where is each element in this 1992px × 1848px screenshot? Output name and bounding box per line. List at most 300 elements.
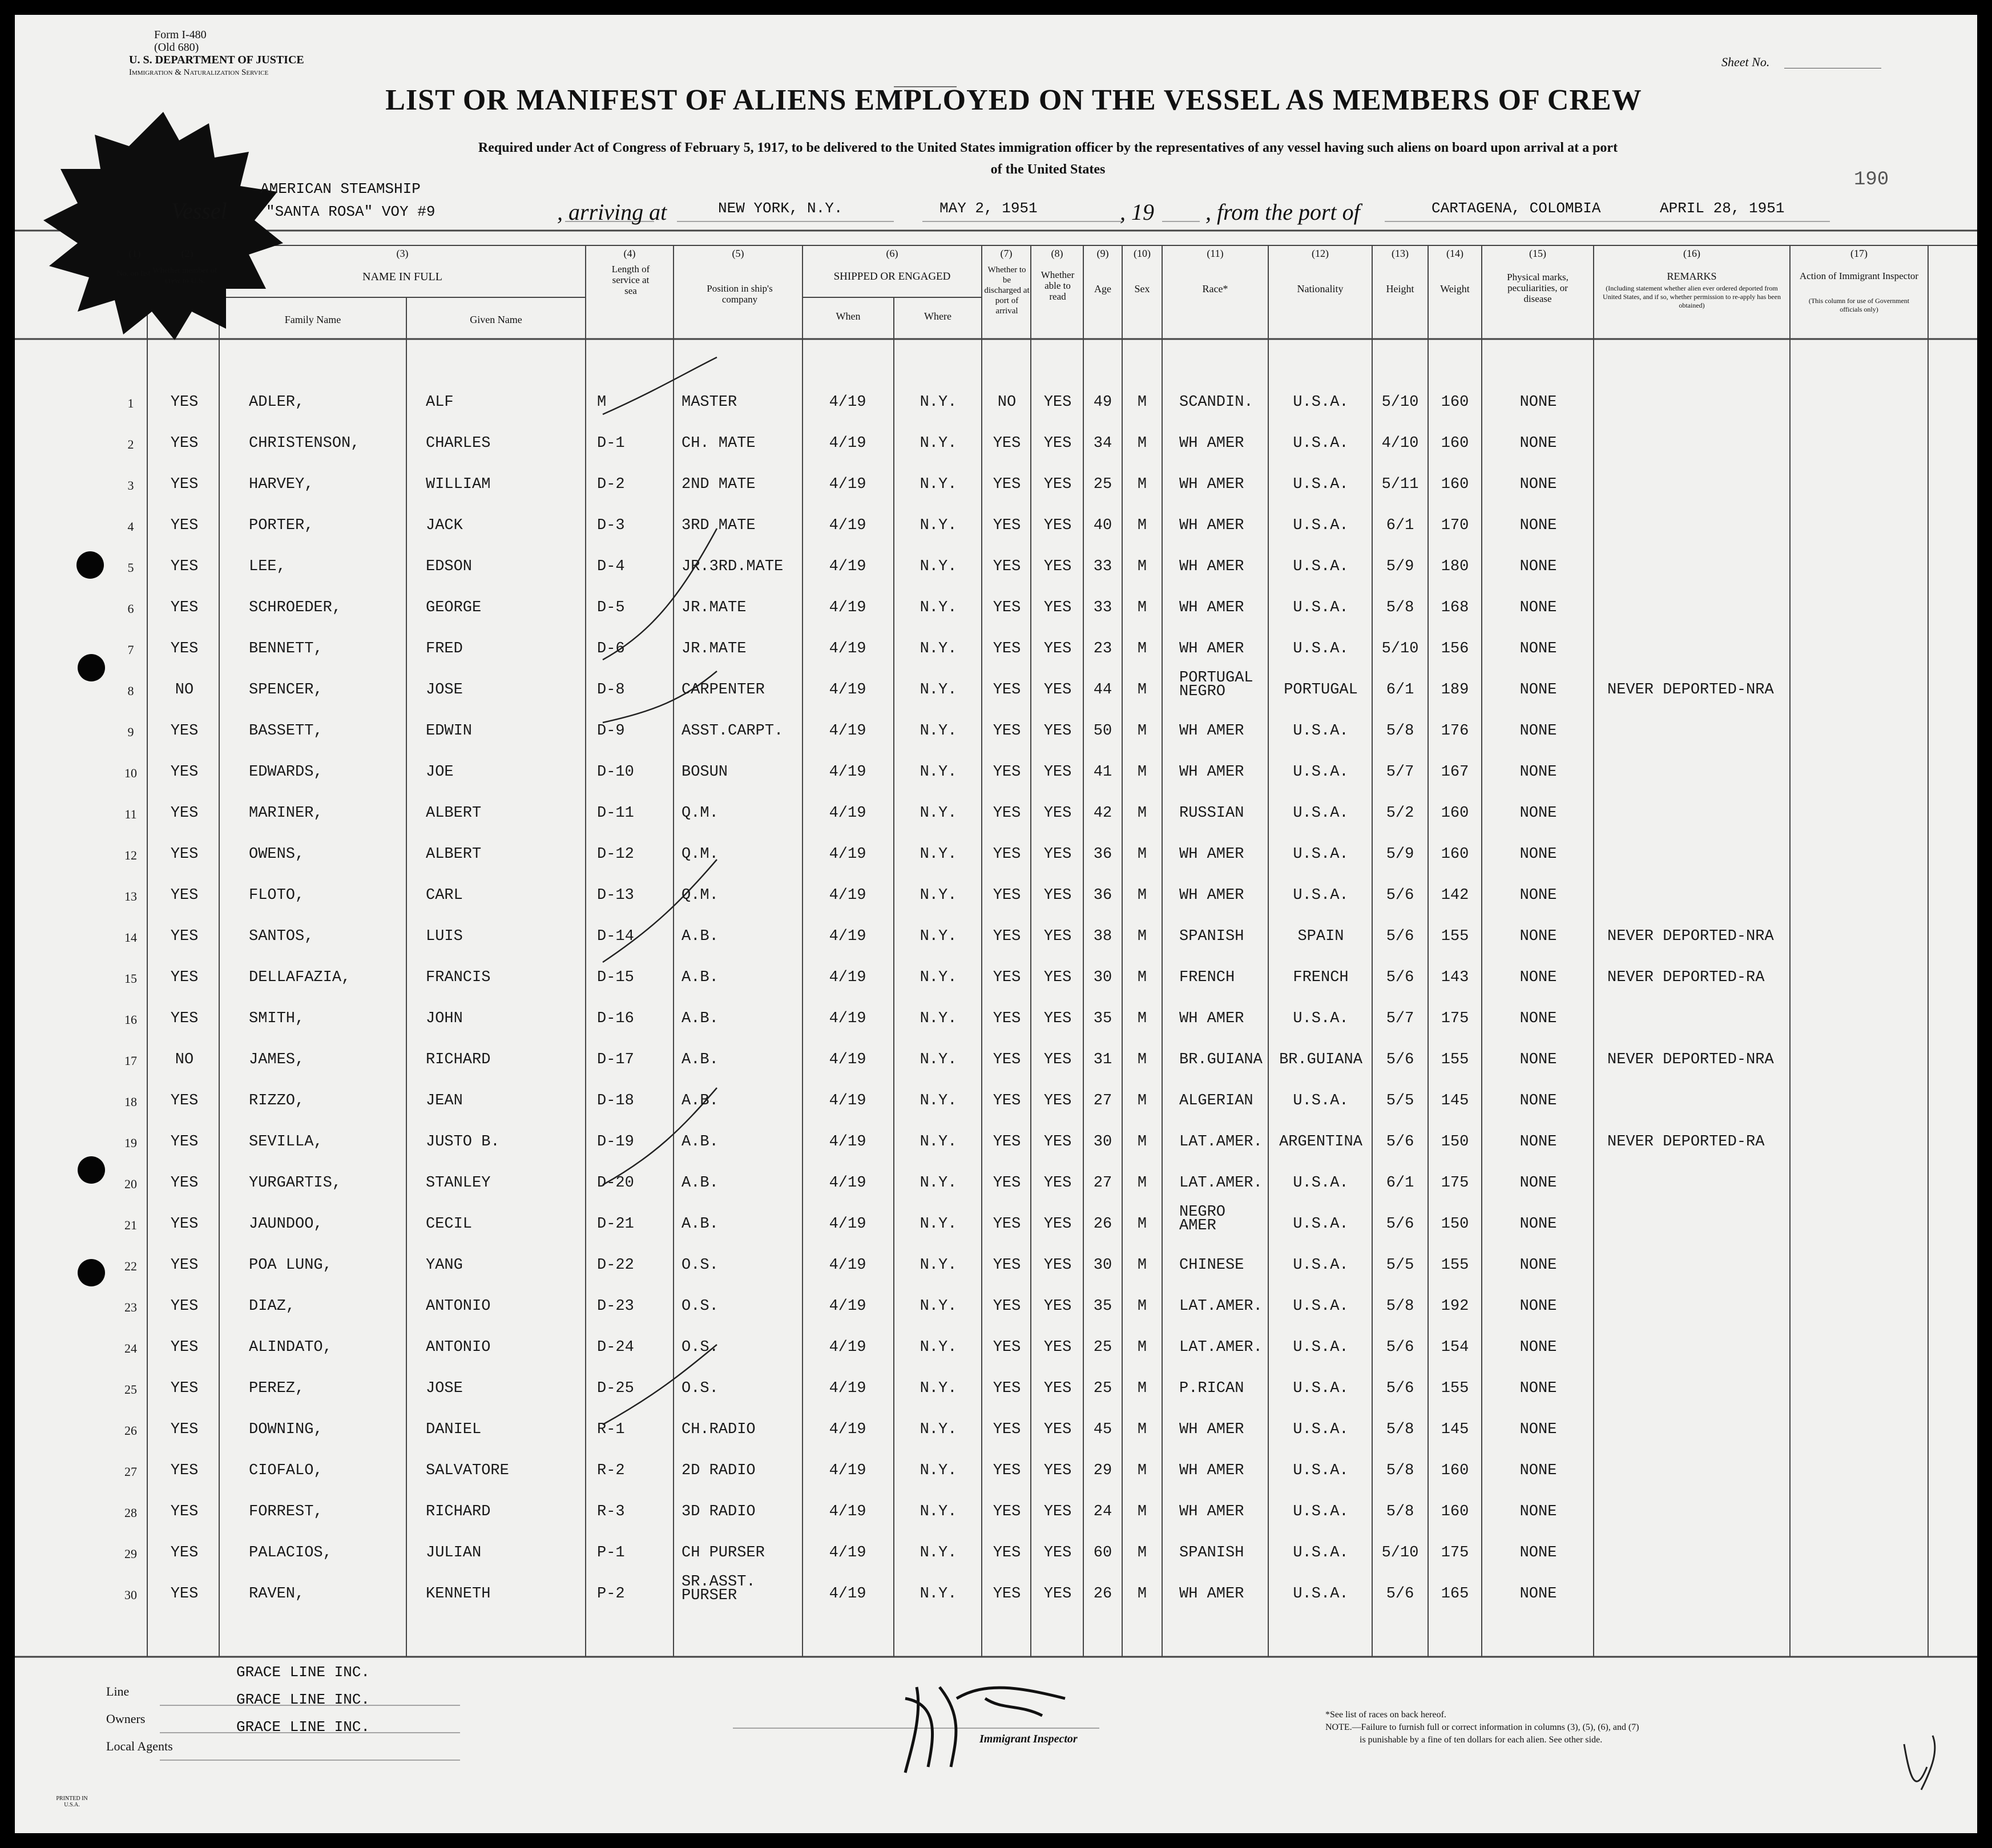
cell-where: N.Y. [920,1175,957,1192]
cell-height: 5/9 [1386,558,1414,575]
cell-family: SPENCER, [249,681,323,699]
cell-crew: NO [175,1051,194,1068]
cell-where: N.Y. [920,887,957,904]
cell-sex: M [1137,681,1147,699]
cell-disch: YES [993,558,1021,575]
cell-sex: M [1137,394,1147,411]
cell-weight: 150 [1441,1216,1469,1233]
binder-hole [78,1259,105,1286]
cell-crew: YES [170,1257,199,1274]
cell-race: FRENCH [1179,969,1235,986]
cell-service: D-4 [597,558,625,575]
cell-nat: U.S.A. [1293,1216,1349,1233]
cell-position: SR.ASST. PURSER [682,1573,756,1604]
cell-crew: YES [170,1133,199,1151]
sheet-number-label: Sheet No. [1721,55,1770,69]
cell-weight: 175 [1441,1544,1469,1561]
cell-family: FLOTO, [249,887,305,904]
cell-service: R-1 [597,1421,625,1438]
cell-marks: NONE [1519,1216,1557,1233]
cell-marks: NONE [1519,1421,1557,1438]
races-note: *See list of races on back hereof. [1325,1710,1446,1720]
cell-height: 5/6 [1386,887,1414,904]
cell-sex: M [1137,846,1147,863]
cell-disch: YES [993,1544,1021,1561]
cell-age: 31 [1093,1051,1112,1068]
cell-height: 5/8 [1386,723,1414,740]
cell-marks: NONE [1519,1298,1557,1315]
cell-service: D-12 [597,846,634,863]
cell-sex: M [1137,1462,1147,1479]
col-17-header: Action of Immigrant Inspector [1799,271,1919,281]
cell-weight: 145 [1441,1421,1469,1438]
cell-service: P-2 [597,1585,625,1603]
cell-height: 5/6 [1386,1051,1414,1068]
cell-when: 4/19 [829,1503,866,1520]
from-port-label: , from the port of [1205,199,1360,225]
cell-crew: YES [170,887,199,904]
cell-age: 49 [1093,394,1112,411]
cell-marks: NONE [1519,764,1557,781]
cell-age: 44 [1093,681,1112,699]
cell-read: YES [1043,1462,1072,1479]
cell-height: 5/6 [1386,1133,1414,1151]
cell-nat: U.S.A. [1293,1380,1349,1397]
cell-given: JULIAN [426,1544,482,1561]
col-13-header: Height [1386,283,1414,294]
cell-disch: YES [993,1298,1021,1315]
cell-given: WILLIAM [426,476,491,493]
cell-sex: M [1137,1092,1147,1109]
cell-read: YES [1043,1585,1072,1603]
cell-height: 6/1 [1386,681,1414,699]
cell-crew: YES [170,517,199,534]
cell-height: 5/6 [1386,1216,1414,1233]
cell-read: YES [1043,1380,1072,1397]
col-17-subheader: (This column for use of Government officials only) [1808,297,1910,313]
cell-when: 4/19 [829,1298,866,1315]
cell-when: 4/19 [829,1462,866,1479]
cell-given: EDWIN [426,723,473,740]
cell-service: D-13 [597,887,634,904]
cell-service: D-2 [597,476,625,493]
arrival-port: NEW YORK, N.Y. [718,200,843,217]
cell-age: 36 [1093,846,1112,863]
cell-where: N.Y. [920,640,957,657]
cell-race: LAT.AMER. [1179,1339,1263,1356]
cell-when: 4/19 [829,1010,866,1027]
cell-where: N.Y. [920,435,957,452]
col-6b-header: Where [924,310,951,322]
cell-where: N.Y. [920,1216,957,1233]
cell-family: CHRISTENSON, [249,435,360,452]
vessel-name: "SANTA ROSA" VOY #9 [266,203,436,220]
cell-service: R-3 [597,1503,625,1520]
cell-family: SEVILLA, [249,1133,323,1151]
cell-disch: YES [993,599,1021,616]
cell-race: WH AMER [1179,599,1244,616]
cell-n: 19 [124,1136,137,1150]
cell-crew: YES [170,1175,199,1192]
cell-marks: NONE [1519,599,1557,616]
cell-n: 14 [124,930,137,945]
owners-value: GRACE LINE INC. [236,1691,370,1708]
cell-service: D-23 [597,1298,634,1315]
cell-n: 20 [124,1177,137,1191]
page-subtitle [243,137,1853,180]
cell-where: N.Y. [920,599,957,616]
cell-age: 42 [1093,805,1112,822]
cell-given: CECIL [426,1216,473,1233]
cell-nat: U.S.A. [1293,394,1349,411]
cell-weight: 180 [1441,558,1469,575]
cell-marks: NONE [1519,805,1557,822]
cell-disch: YES [993,1339,1021,1356]
cell-marks: NONE [1519,517,1557,534]
cell-sex: M [1137,1585,1147,1603]
cell-weight: 156 [1441,640,1469,657]
cell-crew: YES [170,846,199,863]
cell-age: 35 [1093,1010,1112,1027]
cell-where: N.Y. [920,805,957,822]
cell-marks: NONE [1519,1010,1557,1027]
cell-race: WH AMER [1179,1503,1244,1520]
col-5-header: Position in ship's company [707,283,773,305]
col-6a-header: When [836,310,861,322]
cell-race: P.RICAN [1179,1380,1244,1397]
cell-given: JUSTO B. [426,1133,500,1151]
col-17-number: (17) [1850,248,1868,259]
cell-read: YES [1043,681,1072,699]
cell-marks: NONE [1519,1585,1557,1603]
cell-position: Q.M. [682,805,719,822]
service-name: Immigration & Naturalization Service [129,68,269,77]
cell-remarks: NEVER DEPORTED-RA [1607,969,1765,986]
cell-n: 17 [124,1054,137,1068]
cell-height: 5/9 [1386,846,1414,863]
cell-position: A.B. [682,969,719,986]
cell-read: YES [1043,640,1072,657]
cell-nat: U.S.A. [1293,805,1349,822]
cell-when: 4/19 [829,805,866,822]
cell-n: 27 [124,1464,137,1479]
cell-race: WH AMER [1179,887,1244,904]
cell-marks: NONE [1519,394,1557,411]
cell-weight: 189 [1441,681,1469,699]
cell-n: 21 [124,1218,137,1232]
cell-read: YES [1043,1216,1072,1233]
col-13-number: (13) [1392,248,1409,259]
cell-race: WH AMER [1179,1010,1244,1027]
cell-read: YES [1043,435,1072,452]
cell-age: 30 [1093,1257,1112,1274]
cell-height: 5/6 [1386,1380,1414,1397]
cell-nat: U.S.A. [1293,476,1349,493]
cell-crew: YES [170,1462,199,1479]
cell-nat: U.S.A. [1293,640,1349,657]
cell-read: YES [1043,805,1072,822]
cell-nat: U.S.A. [1293,1585,1349,1603]
form-identifier [129,29,304,79]
cell-sex: M [1137,764,1147,781]
cell-age: 35 [1093,1298,1112,1315]
cell-nat: U.S.A. [1293,435,1349,452]
cell-given: ALF [426,394,454,411]
cell-given: ANTONIO [426,1339,491,1356]
cell-marks: NONE [1519,435,1557,452]
cell-n: 16 [124,1012,137,1027]
footer-notes [1325,1709,1839,1746]
cell-family: DELLAFAZIA, [249,969,351,986]
cell-nat: U.S.A. [1293,1257,1349,1274]
cell-service: P-1 [597,1544,625,1561]
cell-family: SANTOS, [249,928,314,945]
cell-service: D-22 [597,1257,634,1274]
cell-when: 4/19 [829,887,866,904]
cell-height: 4/10 [1381,435,1419,452]
cell-service: D-19 [597,1133,634,1151]
cell-age: 36 [1093,887,1112,904]
col-5-number: (5) [732,248,744,259]
cell-crew: YES [170,969,199,986]
cell-sex: M [1137,1421,1147,1438]
cell-given: RICHARD [426,1503,491,1520]
cell-height: 5/7 [1386,764,1414,781]
cell-weight: 175 [1441,1175,1469,1192]
cell-race: WH AMER [1179,558,1244,575]
cell-age: 24 [1093,1503,1112,1520]
cell-nat: FRENCH [1293,969,1349,986]
cell-weight: 154 [1441,1339,1469,1356]
manifest-page [15,15,1977,1833]
cell-crew: YES [170,1380,199,1397]
cell-crew: YES [170,558,199,575]
cell-when: 4/19 [829,846,866,863]
cell-crew: YES [170,640,199,657]
cell-family: BASSETT, [249,723,323,740]
cell-crew: YES [170,928,199,945]
col-2-header: Whether member of crew to U.S. [152,267,217,285]
cell-position: A.B. [682,1175,719,1192]
cell-marks: NONE [1519,887,1557,904]
cell-crew: YES [170,1216,199,1233]
col-15-number: (15) [1529,248,1546,259]
cell-nat: U.S.A. [1293,1544,1349,1561]
col-3-number: (3) [396,248,409,259]
cell-marks: NONE [1519,969,1557,986]
col-9-number: (9) [1096,248,1109,259]
cell-crew: YES [170,805,199,822]
cell-where: N.Y. [920,1585,957,1603]
cell-service: M [597,394,607,411]
cell-position: 3RD MATE [682,517,756,534]
cell-given: SALVATORE [426,1462,509,1479]
cell-sex: M [1137,1339,1147,1356]
cell-race: WH AMER [1179,476,1244,493]
cell-family: JAMES, [249,1051,305,1068]
departure-date: APRIL 28, 1951 [1660,200,1785,217]
cell-position: Q.M. [682,846,719,863]
cell-position: CH.RADIO [682,1421,756,1438]
cell-given: FRED [426,640,463,657]
cell-age: 27 [1093,1175,1112,1192]
cell-race: WH AMER [1179,846,1244,863]
cell-race: WH AMER [1179,517,1244,534]
cell-disch: YES [993,764,1021,781]
cell-n: 15 [124,971,137,986]
penalty-note-2: is punishable by a fine of ten dollars for each alien. See other side. [1360,1735,1603,1745]
cell-weight: 160 [1441,476,1469,493]
cell-read: YES [1043,1544,1072,1561]
cell-given: ALBERT [426,846,482,863]
cell-marks: NONE [1519,846,1557,863]
col-7-number: (7) [1000,248,1013,259]
cell-service: D-15 [597,969,634,986]
cell-where: N.Y. [920,1503,957,1520]
cell-sex: M [1137,928,1147,945]
cell-race: LAT.AMER. [1179,1298,1263,1315]
agents-label: Local Agents [106,1739,173,1753]
cell-disch: YES [993,1421,1021,1438]
cell-weight: 160 [1441,1503,1469,1520]
cell-position: A.B. [682,1133,719,1151]
cell-n: 25 [124,1382,137,1397]
cell-n: 18 [124,1095,137,1109]
cell-crew: YES [170,1585,199,1603]
cell-where: N.Y. [920,1544,957,1561]
cell-race: CHINESE [1179,1257,1244,1274]
cell-race: LAT.AMER. [1179,1133,1263,1151]
cell-marks: NONE [1519,1175,1557,1192]
cell-sex: M [1137,1257,1147,1274]
cell-when: 4/19 [829,1216,866,1233]
cell-given: CARL [426,887,463,904]
cell-where: N.Y. [920,846,957,863]
cell-sex: M [1137,599,1147,616]
col-16-number: (16) [1683,248,1700,259]
cell-family: MARINER, [249,805,323,822]
cell-where: N.Y. [920,1380,957,1397]
cell-disch: YES [993,805,1021,822]
col-6-number: (6) [886,248,898,259]
cell-position: 2ND MATE [682,476,756,493]
cell-when: 4/19 [829,1421,866,1438]
cell-sex: M [1137,969,1147,986]
cell-height: 5/6 [1386,1339,1414,1356]
cell-position: A.B. [682,1010,719,1027]
cell-height: 5/10 [1381,640,1419,657]
cell-read: YES [1043,394,1072,411]
cell-age: 29 [1093,1462,1112,1479]
binder-hole [78,654,105,681]
col-12-number: (12) [1312,248,1329,259]
cell-weight: 168 [1441,599,1469,616]
cell-height: 5/10 [1381,1544,1419,1561]
cell-weight: 176 [1441,723,1469,740]
owners-label: Owners [106,1712,146,1726]
cell-where: N.Y. [920,1257,957,1274]
cell-where: N.Y. [920,969,957,986]
cell-marks: NONE [1519,1051,1557,1068]
cell-sex: M [1137,1503,1147,1520]
cell-marks: NONE [1519,723,1557,740]
cell-nat: U.S.A. [1293,1010,1349,1027]
cell-sex: M [1137,517,1147,534]
cell-position: O.S. [682,1257,719,1274]
cell-sex: M [1137,476,1147,493]
cell-race: LAT.AMER. [1179,1175,1263,1192]
cell-n: 22 [124,1259,137,1273]
cell-where: N.Y. [920,764,957,781]
col-8-number: (8) [1051,248,1063,259]
cell-service: D-6 [597,640,625,657]
cell-age: 27 [1093,1092,1112,1109]
cell-family: ALINDATO, [249,1339,332,1356]
line-label: Line [106,1684,130,1698]
cell-family: LEE, [249,558,286,575]
cell-marks: NONE [1519,1503,1557,1520]
cell-crew: YES [170,476,199,493]
cell-height: 5/8 [1386,1298,1414,1315]
cell-race: WH AMER [1179,723,1244,740]
cell-weight: 175 [1441,1010,1469,1027]
cell-race: RUSSIAN [1179,805,1244,822]
cell-read: YES [1043,1298,1072,1315]
cell-when: 4/19 [829,1175,866,1192]
cell-family: ADLER, [249,394,305,411]
cell-read: YES [1043,476,1072,493]
cell-weight: 165 [1441,1585,1469,1603]
cell-crew: YES [170,723,199,740]
cell-given: FRANCIS [426,969,491,986]
cell-height: 5/6 [1386,1585,1414,1603]
cell-height: 5/8 [1386,599,1414,616]
cell-nat: U.S.A. [1293,558,1349,575]
cell-service: D-11 [597,805,634,822]
handwritten-mark-icon [1898,1733,1944,1801]
cell-given: JACK [426,517,463,534]
cell-service: D-21 [597,1216,634,1233]
cell-given: ALBERT [426,805,482,822]
cell-family: YURGARTIS, [249,1175,342,1192]
cell-family: EDWARDS, [249,764,323,781]
cell-n: 13 [124,889,137,903]
cell-read: YES [1043,558,1072,575]
cell-where: N.Y. [920,394,957,411]
cell-nat: U.S.A. [1293,1421,1349,1438]
cell-position: JR.3RD.MATE [682,558,784,575]
page-title: LIST OR MANIFEST OF ALIENS EMPLOYED ON THE VESSEL AS MEMBERS OF CREW [385,84,1642,116]
cell-family: HARVEY, [249,476,314,493]
cell-given: RICHARD [426,1051,491,1068]
cell-age: 34 [1093,435,1112,452]
cell-position: JR.MATE [682,640,747,657]
cell-weight: 142 [1441,887,1469,904]
cell-disch: YES [993,1175,1021,1192]
cell-position: A.B. [682,1216,719,1233]
cell-disch: YES [993,1503,1021,1520]
cell-given: EDSON [426,558,473,575]
cell-when: 4/19 [829,1092,866,1109]
cell-weight: 150 [1441,1133,1469,1151]
cell-given: JEAN [426,1092,463,1109]
cell-age: 40 [1093,517,1112,534]
cell-nat: PORTUGAL [1284,681,1358,699]
cell-when: 4/19 [829,928,866,945]
cell-disch: YES [993,1051,1021,1068]
binder-hole [76,551,104,579]
cell-crew: YES [170,394,199,411]
